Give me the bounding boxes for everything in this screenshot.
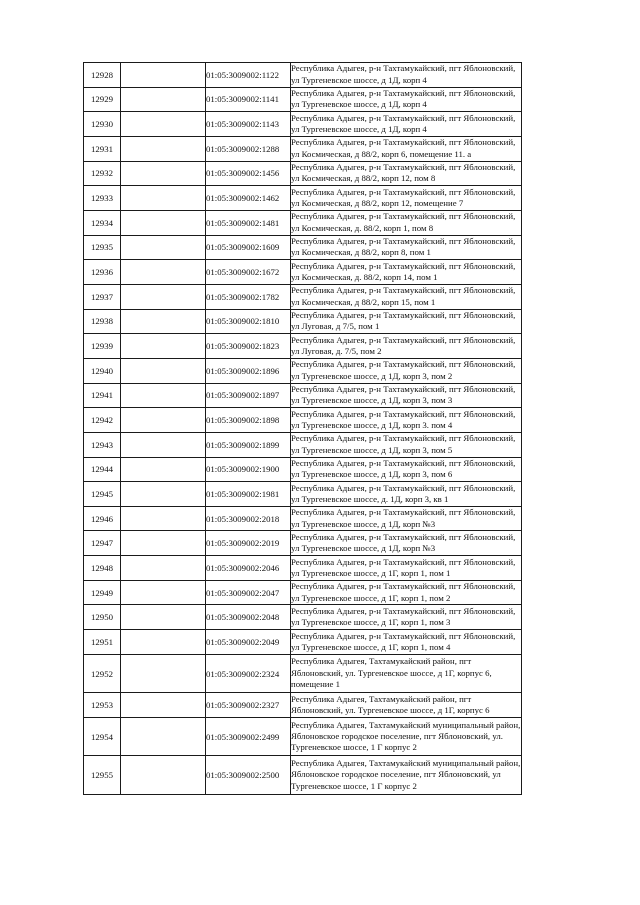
empty-cell: [121, 186, 206, 211]
address-line: ул Космическая, д 88/2, корп 12, пом 8: [291, 173, 436, 184]
address-line: ул Тургеневское шоссе, д 1Д, корп 4: [291, 124, 427, 135]
row-number-cell: 12945: [84, 482, 121, 507]
row-number-cell: 12953: [84, 693, 121, 718]
address-line: Республика Адыгея, р-н Тахтамукайский, пгт Яблоновский,: [291, 334, 516, 345]
address-line: Республика Адыгея, р-н Тахтамукайский, пгт Яблоновский,: [291, 531, 516, 542]
table-row: [84, 136, 522, 161]
table-row: [84, 87, 522, 112]
cadastral-number-cell: 01:05:3009002:1900: [206, 457, 291, 482]
table-row: [84, 432, 522, 457]
address-line: Республика Адыгея, р-н Тахтамукайский, пгт Яблоновский,: [291, 507, 516, 518]
address-line: ул Тургеневское шоссе, д 1Д, корп 4: [291, 99, 427, 110]
table-row: [84, 63, 522, 88]
table-row: [84, 580, 522, 605]
row-number-cell: 12935: [84, 235, 121, 260]
address-line: Республика Адыгея, Тахтамукайский район, пгт: [291, 693, 472, 704]
cadastral-number-cell: 01:05:3009002:1823: [206, 334, 291, 359]
address-line: Республика Адыгея, р-н Тахтамукайский, пгт Яблоновский,: [291, 581, 516, 592]
cadastral-number-cell: 01:05:3009002:2049: [206, 630, 291, 655]
empty-cell: [121, 408, 206, 433]
empty-cell: [121, 334, 206, 359]
row-number-cell: 12930: [84, 112, 121, 137]
empty-cell: [121, 87, 206, 112]
address-cell: [291, 210, 522, 235]
address-line: Республика Адыгея, р-н Тахтамукайский, пгт Яблоновский,: [291, 309, 516, 320]
cadastral-number-cell: 01:05:3009002:1141: [206, 87, 291, 112]
address-line: ул Космическая, д 88/2, корп 12, помещение 7: [291, 198, 464, 209]
address-line: Республика Адыгея, Тахтамукайский муниципальный район,: [291, 758, 521, 769]
address-line: Республика Адыгея, р-н Тахтамукайский, пгт Яблоновский,: [291, 211, 516, 222]
row-number-cell: 12933: [84, 186, 121, 211]
cadastral-number-cell: 01:05:3009002:1896: [206, 358, 291, 383]
cadastral-number-cell: 01:05:3009002:2048: [206, 605, 291, 630]
address-line: Яблоновский, ул. Тургеневское шоссе, д 1Г, корпус 6,: [291, 667, 492, 678]
row-number-cell: 12944: [84, 457, 121, 482]
address-line: ул Луговая, д 7/5, пом 1: [291, 321, 380, 332]
table-row: [84, 260, 522, 285]
address-line: Республика Адыгея, Тахтамукайский муниципальный район,: [291, 719, 521, 730]
address-line: ул Тургеневское шоссе, д 1Д, корп №3: [291, 518, 436, 529]
address-line: ул Тургеневское шоссе, д 1Д, корп 3, пом 2: [291, 370, 453, 381]
row-number-cell: 12936: [84, 260, 121, 285]
address-line: Республика Адыгея, р-н Тахтамукайский, пгт Яблоновский,: [291, 285, 516, 296]
empty-cell: [121, 654, 206, 693]
empty-cell: [121, 717, 206, 756]
address-cell: [291, 531, 522, 556]
empty-cell: [121, 556, 206, 581]
address-line: ул Тургеневское шоссе, д 1Д, корп 3, пом 5: [291, 444, 453, 455]
address-line: Республика Адыгея, р-н Тахтамукайский, пгт Яблоновский,: [291, 63, 516, 74]
row-number-cell: 12954: [84, 717, 121, 756]
empty-cell: [121, 210, 206, 235]
table-row: [84, 457, 522, 482]
address-cell: [291, 580, 522, 605]
row-number-cell: 12941: [84, 383, 121, 408]
property-table: [83, 62, 522, 795]
address-line: Республика Адыгея, р-н Тахтамукайский, пгт Яблоновский,: [291, 408, 516, 419]
row-number-cell: 12929: [84, 87, 121, 112]
address-line: ул Тургеневское шоссе, д 1Г, корп 1, пом 4: [291, 641, 451, 652]
address-line: ул Тургеневское шоссе, д 1Д, корп №3: [291, 543, 436, 554]
address-cell: [291, 284, 522, 309]
address-line: Тургеневское шоссе, 1 Г корпус 2: [291, 780, 417, 791]
row-number-cell: 12947: [84, 531, 121, 556]
table-row: [84, 186, 522, 211]
address-cell: [291, 309, 522, 334]
cadastral-number-cell: 01:05:3009002:2047: [206, 580, 291, 605]
empty-cell: [121, 284, 206, 309]
cadastral-number-cell: 01:05:3009002:1456: [206, 161, 291, 186]
cadastral-number-cell: 01:05:3009002:1897: [206, 383, 291, 408]
empty-cell: [121, 260, 206, 285]
address-line: помещение 1: [291, 679, 341, 690]
address-cell: [291, 260, 522, 285]
table-row: [84, 506, 522, 531]
table-row: [84, 605, 522, 630]
address-cell: [291, 334, 522, 359]
cadastral-number-cell: 01:05:3009002:1609: [206, 235, 291, 260]
cadastral-number-cell: 01:05:3009002:1898: [206, 408, 291, 433]
address-line: Республика Адыгея, Тахтамукайский район, пгт: [291, 656, 472, 667]
empty-cell: [121, 112, 206, 137]
empty-cell: [121, 457, 206, 482]
empty-cell: [121, 63, 206, 88]
empty-cell: [121, 756, 206, 795]
table-row: [84, 531, 522, 556]
address-cell: [291, 136, 522, 161]
row-number-cell: 12948: [84, 556, 121, 581]
address-line: Республика Адыгея, р-н Тахтамукайский, пгт Яблоновский,: [291, 482, 516, 493]
table-row: [84, 284, 522, 309]
row-number-cell: 12943: [84, 432, 121, 457]
address-line: Республика Адыгея, р-н Тахтамукайский, пгт Яблоновский,: [291, 186, 516, 197]
empty-cell: [121, 383, 206, 408]
address-line: Республика Адыгея, р-н Тахтамукайский, пгт Яблоновский,: [291, 383, 516, 394]
row-number-cell: 12937: [84, 284, 121, 309]
empty-cell: [121, 161, 206, 186]
address-line: ул Космическая, д. 88/2, корп 1, пом 8: [291, 222, 434, 233]
address-cell: [291, 756, 522, 795]
address-cell: [291, 482, 522, 507]
address-line: Республика Адыгея, р-н Тахтамукайский, пгт Яблоновский,: [291, 457, 516, 468]
cadastral-number-cell: 01:05:3009002:2019: [206, 531, 291, 556]
row-number-cell: 12932: [84, 161, 121, 186]
address-cell: [291, 186, 522, 211]
address-cell: [291, 506, 522, 531]
address-line: ул Тургеневское шоссе, д 1Д, корп 3. пом 4: [291, 420, 453, 431]
table-row: [84, 161, 522, 186]
address-line: Тургеневское шоссе, 1 Г корпус 2: [291, 742, 417, 753]
address-line: ул Тургеневское шоссе, д. 1Д, корп 3, кв 1: [291, 493, 449, 504]
address-line: Яблоновское городское поселение, пгт Яблоновский, ул.: [291, 730, 503, 741]
address-cell: [291, 408, 522, 433]
row-number-cell: 12946: [84, 506, 121, 531]
empty-cell: [121, 432, 206, 457]
cadastral-number-cell: 01:05:3009002:1782: [206, 284, 291, 309]
table-row: [84, 482, 522, 507]
row-number-cell: 12951: [84, 630, 121, 655]
empty-cell: [121, 506, 206, 531]
address-cell: [291, 717, 522, 756]
address-line: Республика Адыгея, р-н Тахтамукайский, пгт Яблоновский,: [291, 112, 516, 123]
address-line: ул Тургеневское шоссе, д 1Г, корп 1, пом 1: [291, 567, 451, 578]
cadastral-number-cell: 01:05:3009002:2499: [206, 717, 291, 756]
table-body: [84, 63, 522, 795]
address-line: Республика Адыгея, р-н Тахтамукайский, пгт Яблоновский,: [291, 236, 516, 247]
address-line: ул Тургеневское шоссе, д 1Г, корп 1, пом 2: [291, 592, 451, 603]
address-line: Яблоновский, ул. Тургеневское шоссе, д 1Г, корпус 6: [291, 705, 490, 716]
address-cell: [291, 654, 522, 693]
address-line: Республика Адыгея, р-н Тахтамукайский, пгт Яблоновский,: [291, 162, 516, 173]
table-row: [84, 334, 522, 359]
cadastral-number-cell: 01:05:3009002:1981: [206, 482, 291, 507]
row-number-cell: 12939: [84, 334, 121, 359]
empty-cell: [121, 605, 206, 630]
table-row: [84, 717, 522, 756]
empty-cell: [121, 235, 206, 260]
address-line: ул Тургеневское шоссе, д 1Д, корп 3, пом 3: [291, 395, 453, 406]
empty-cell: [121, 358, 206, 383]
address-cell: [291, 63, 522, 88]
row-number-cell: 12931: [84, 136, 121, 161]
address-cell: [291, 693, 522, 718]
address-line: Республика Адыгея, р-н Тахтамукайский, пгт Яблоновский,: [291, 260, 516, 271]
empty-cell: [121, 309, 206, 334]
cadastral-number-cell: 01:05:3009002:1481: [206, 210, 291, 235]
cadastral-number-cell: 01:05:3009002:1672: [206, 260, 291, 285]
row-number-cell: 12940: [84, 358, 121, 383]
empty-cell: [121, 580, 206, 605]
row-number-cell: 12950: [84, 605, 121, 630]
cadastral-number-cell: 01:05:3009002:2500: [206, 756, 291, 795]
table-row: [84, 358, 522, 383]
address-line: Республика Адыгея, р-н Тахтамукайский, пгт Яблоновский,: [291, 359, 516, 370]
address-line: ул Космическая, д. 88/2, корп 14, пом 1: [291, 272, 438, 283]
row-number-cell: 12942: [84, 408, 121, 433]
address-line: ул Космическая, д 88/2, корп 8, пом 1: [291, 247, 431, 258]
address-cell: [291, 235, 522, 260]
empty-cell: [121, 482, 206, 507]
address-line: ул Тургеневское шоссе, д 1Д, корп 3, пом 6: [291, 469, 453, 480]
row-number-cell: 12949: [84, 580, 121, 605]
table-row: [84, 693, 522, 718]
table-row: [84, 556, 522, 581]
cadastral-number-cell: 01:05:3009002:1899: [206, 432, 291, 457]
address-cell: [291, 112, 522, 137]
row-number-cell: 12938: [84, 309, 121, 334]
address-line: Республика Адыгея, р-н Тахтамукайский, пгт Яблоновский,: [291, 556, 516, 567]
row-number-cell: 12934: [84, 210, 121, 235]
table-row: [84, 654, 522, 693]
address-cell: [291, 457, 522, 482]
address-line: ул Тургеневское шоссе, д 1Г, корп 1, пом 3: [291, 617, 451, 628]
empty-cell: [121, 136, 206, 161]
address-line: Республика Адыгея, р-н Тахтамукайский, пгт Яблоновский,: [291, 88, 516, 99]
table-row: [84, 630, 522, 655]
address-cell: [291, 383, 522, 408]
table-row: [84, 408, 522, 433]
table-row: [84, 112, 522, 137]
table-row: [84, 235, 522, 260]
table-row: [84, 383, 522, 408]
address-line: ул Луговая, д. 7/5, пом 2: [291, 346, 382, 357]
row-number-cell: 12928: [84, 63, 121, 88]
cadastral-number-cell: 01:05:3009002:1143: [206, 112, 291, 137]
address-line: ул Космическая, д 88/2, корп 15, пом 1: [291, 296, 436, 307]
address-line: ул Тургеневское шоссе, д 1Д, корп 4: [291, 74, 427, 85]
cadastral-number-cell: 01:05:3009002:2327: [206, 693, 291, 718]
cadastral-number-cell: 01:05:3009002:1810: [206, 309, 291, 334]
empty-cell: [121, 693, 206, 718]
address-cell: [291, 630, 522, 655]
address-cell: [291, 161, 522, 186]
empty-cell: [121, 531, 206, 556]
cadastral-number-cell: 01:05:3009002:1288: [206, 136, 291, 161]
address-line: Республика Адыгея, р-н Тахтамукайский, пгт Яблоновский,: [291, 605, 516, 616]
address-line: Республика Адыгея, р-н Тахтамукайский, пгт Яблоновский,: [291, 630, 516, 641]
empty-cell: [121, 630, 206, 655]
address-cell: [291, 87, 522, 112]
row-number-cell: 12952: [84, 654, 121, 693]
cadastral-number-cell: 01:05:3009002:2324: [206, 654, 291, 693]
table-row: [84, 210, 522, 235]
address-cell: [291, 432, 522, 457]
row-number-cell: 12955: [84, 756, 121, 795]
address-cell: [291, 605, 522, 630]
address-cell: [291, 556, 522, 581]
cadastral-number-cell: 01:05:3009002:1122: [206, 63, 291, 88]
table-row: [84, 309, 522, 334]
address-line: Республика Адыгея, р-н Тахтамукайский, пгт Яблоновский,: [291, 137, 516, 148]
cadastral-number-cell: 01:05:3009002:2018: [206, 506, 291, 531]
address-line: Республика Адыгея, р-н Тахтамукайский, пгт Яблоновский,: [291, 433, 516, 444]
table-row: [84, 756, 522, 795]
cadastral-number-cell: 01:05:3009002:1462: [206, 186, 291, 211]
address-cell: [291, 358, 522, 383]
cadastral-number-cell: 01:05:3009002:2046: [206, 556, 291, 581]
address-line: ул Космическая, д 88/2, корп 6, помещение 11. а: [291, 148, 472, 159]
address-line: Яблоновское городское поселение, пгт Яблоновский, ул: [291, 769, 501, 780]
